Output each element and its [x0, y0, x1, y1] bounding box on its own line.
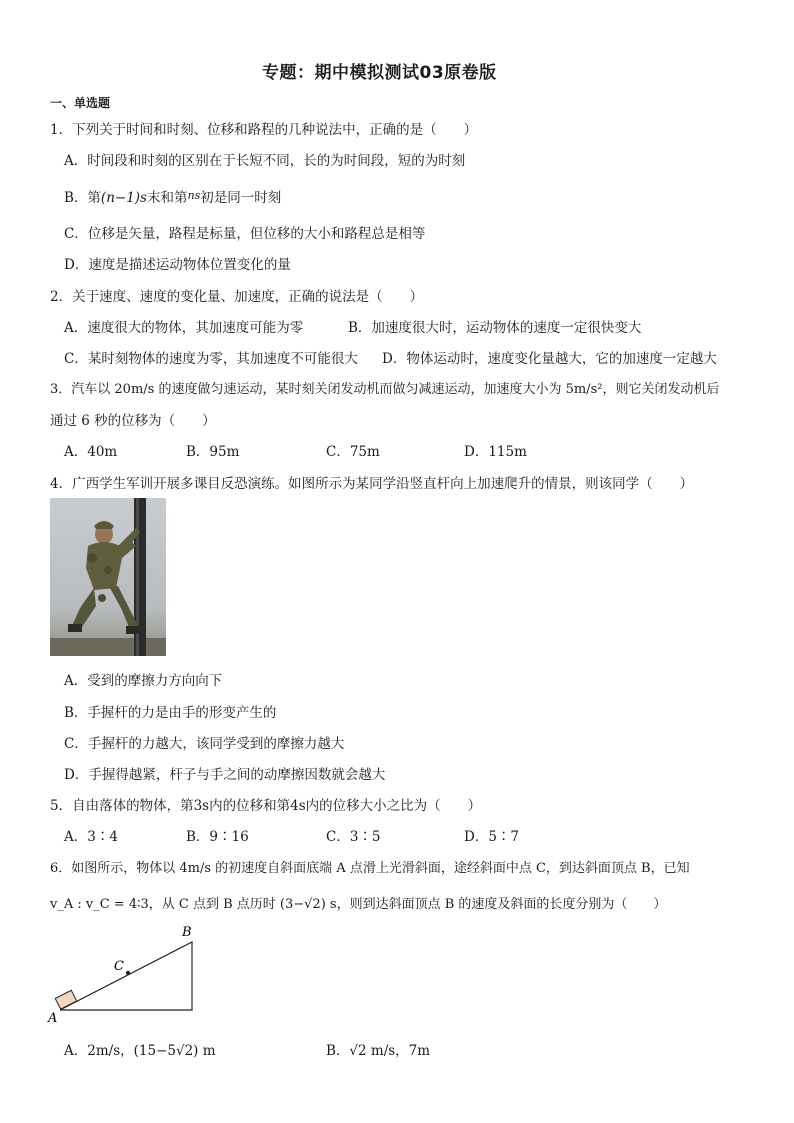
soldier-climbing-pole-photo: [50, 498, 166, 656]
incline-diagram: [44, 922, 204, 1026]
question-1-option-a: A．时间段和时刻的区别在于长短不同，长的为时间段，短的为时刻: [64, 153, 466, 169]
question-4-option-a: A．受到的摩擦力方向向下: [64, 673, 223, 689]
label-a: A: [48, 1011, 58, 1026]
question-4-option-b: B．手握杆的力是由手的形变产生的: [64, 705, 277, 721]
section-heading: 一、单选题: [50, 96, 111, 110]
math-ns: ns: [187, 189, 201, 202]
question-5-option-c: C．3∶5: [326, 829, 381, 845]
math-n-minus-1: (n−1)s: [100, 190, 147, 206]
question-5-option-d: D．5∶7: [464, 829, 520, 845]
midpoint-c-dot: [126, 971, 130, 975]
question-4-option-d: D．手握得越紧，杆子与手之间的动摩擦因数就会越大: [64, 767, 386, 783]
question-3-stem-line1: 3．汽车以 20m/s 的速度做匀速运动，某时刻关闭发动机而做匀减速运动，加速度大小为 5m/s²，则它关闭发动机后: [50, 382, 720, 397]
question-3-stem-line2: 通过 6 秒的位移为（ ）: [50, 413, 216, 429]
page-title: 专题：期中模拟测试03原卷版: [262, 63, 497, 83]
question-2-option-a: A．速度很大的物体，其加速度可能为零: [64, 320, 304, 336]
option-b-middle: 末和第: [146, 190, 188, 206]
option-b-prefix: B．第: [64, 190, 101, 206]
question-4-option-c: C．手握杆的力越大，该同学受到的摩擦力越大: [64, 736, 345, 752]
question-2-stem: 2．关于速度、速度的变化量、加速度，正确的说法是（ ）: [50, 289, 424, 305]
question-6-stem-line2: v_A : v_C = 4∶3，从 C 点到 B 点历时 (3−√2) s，则到达斜面顶点 B 的速度及斜面的长度分别为（ ）: [50, 897, 667, 912]
question-3-option-b: B．95m: [186, 444, 240, 460]
question-1-option-c: C．位移是矢量，路程是标量，但位移的大小和路程总是相等: [64, 226, 426, 242]
question-3-option-d: D．115m: [464, 444, 527, 460]
question-3-option-a: A．40m: [64, 444, 118, 460]
question-5-option-b: B．9∶16: [186, 829, 249, 845]
question-1-option-d: D．速度是描述运动物体位置变化的量: [64, 257, 291, 273]
incline-triangle: [60, 942, 192, 1010]
question-2-option-d: D．物体运动时，速度变化量越大，它的加速度一定越大: [382, 351, 717, 367]
question-5-option-a: A．3∶4: [64, 829, 118, 845]
question-3-option-c: C．75m: [326, 444, 380, 460]
sliding-block: [55, 990, 76, 1009]
question-6-option-b: B．√2 m/s，7m: [326, 1043, 431, 1059]
question-1-option-b: [64, 186, 281, 206]
question-6-option-a: A．2m/s，(15−5√2) m: [64, 1043, 216, 1059]
option-b-suffix: 初是同一时刻: [200, 190, 282, 206]
question-5-stem: 5．自由落体的物体，第3s内的位移和第4s内的位移大小之比为（ ）: [50, 798, 482, 814]
question-1-stem: 1．下列关于时间和时刻、位移和路程的几种说法中，正确的是（ ）: [50, 122, 478, 138]
question-6-stem-line1: 6．如图所示，物体以 4m/s 的初速度自斜面底端 A 点滑上光滑斜面，途经斜面中点 C，到达斜面顶点 B，已知: [50, 861, 690, 876]
question-2-option-c: C．某时刻物体的速度为零，其加速度不可能很大: [64, 351, 358, 367]
label-b: B: [182, 925, 192, 940]
label-c: C: [114, 959, 124, 974]
question-4-stem: 4．广西学生军训开展多课目反恐演练。如图所示为某同学沿竖直杆向上加速爬升的情景，则该同学（ ）: [50, 476, 694, 492]
question-2-option-b: B．加速度很大时，运动物体的速度一定很快变大: [348, 320, 642, 336]
